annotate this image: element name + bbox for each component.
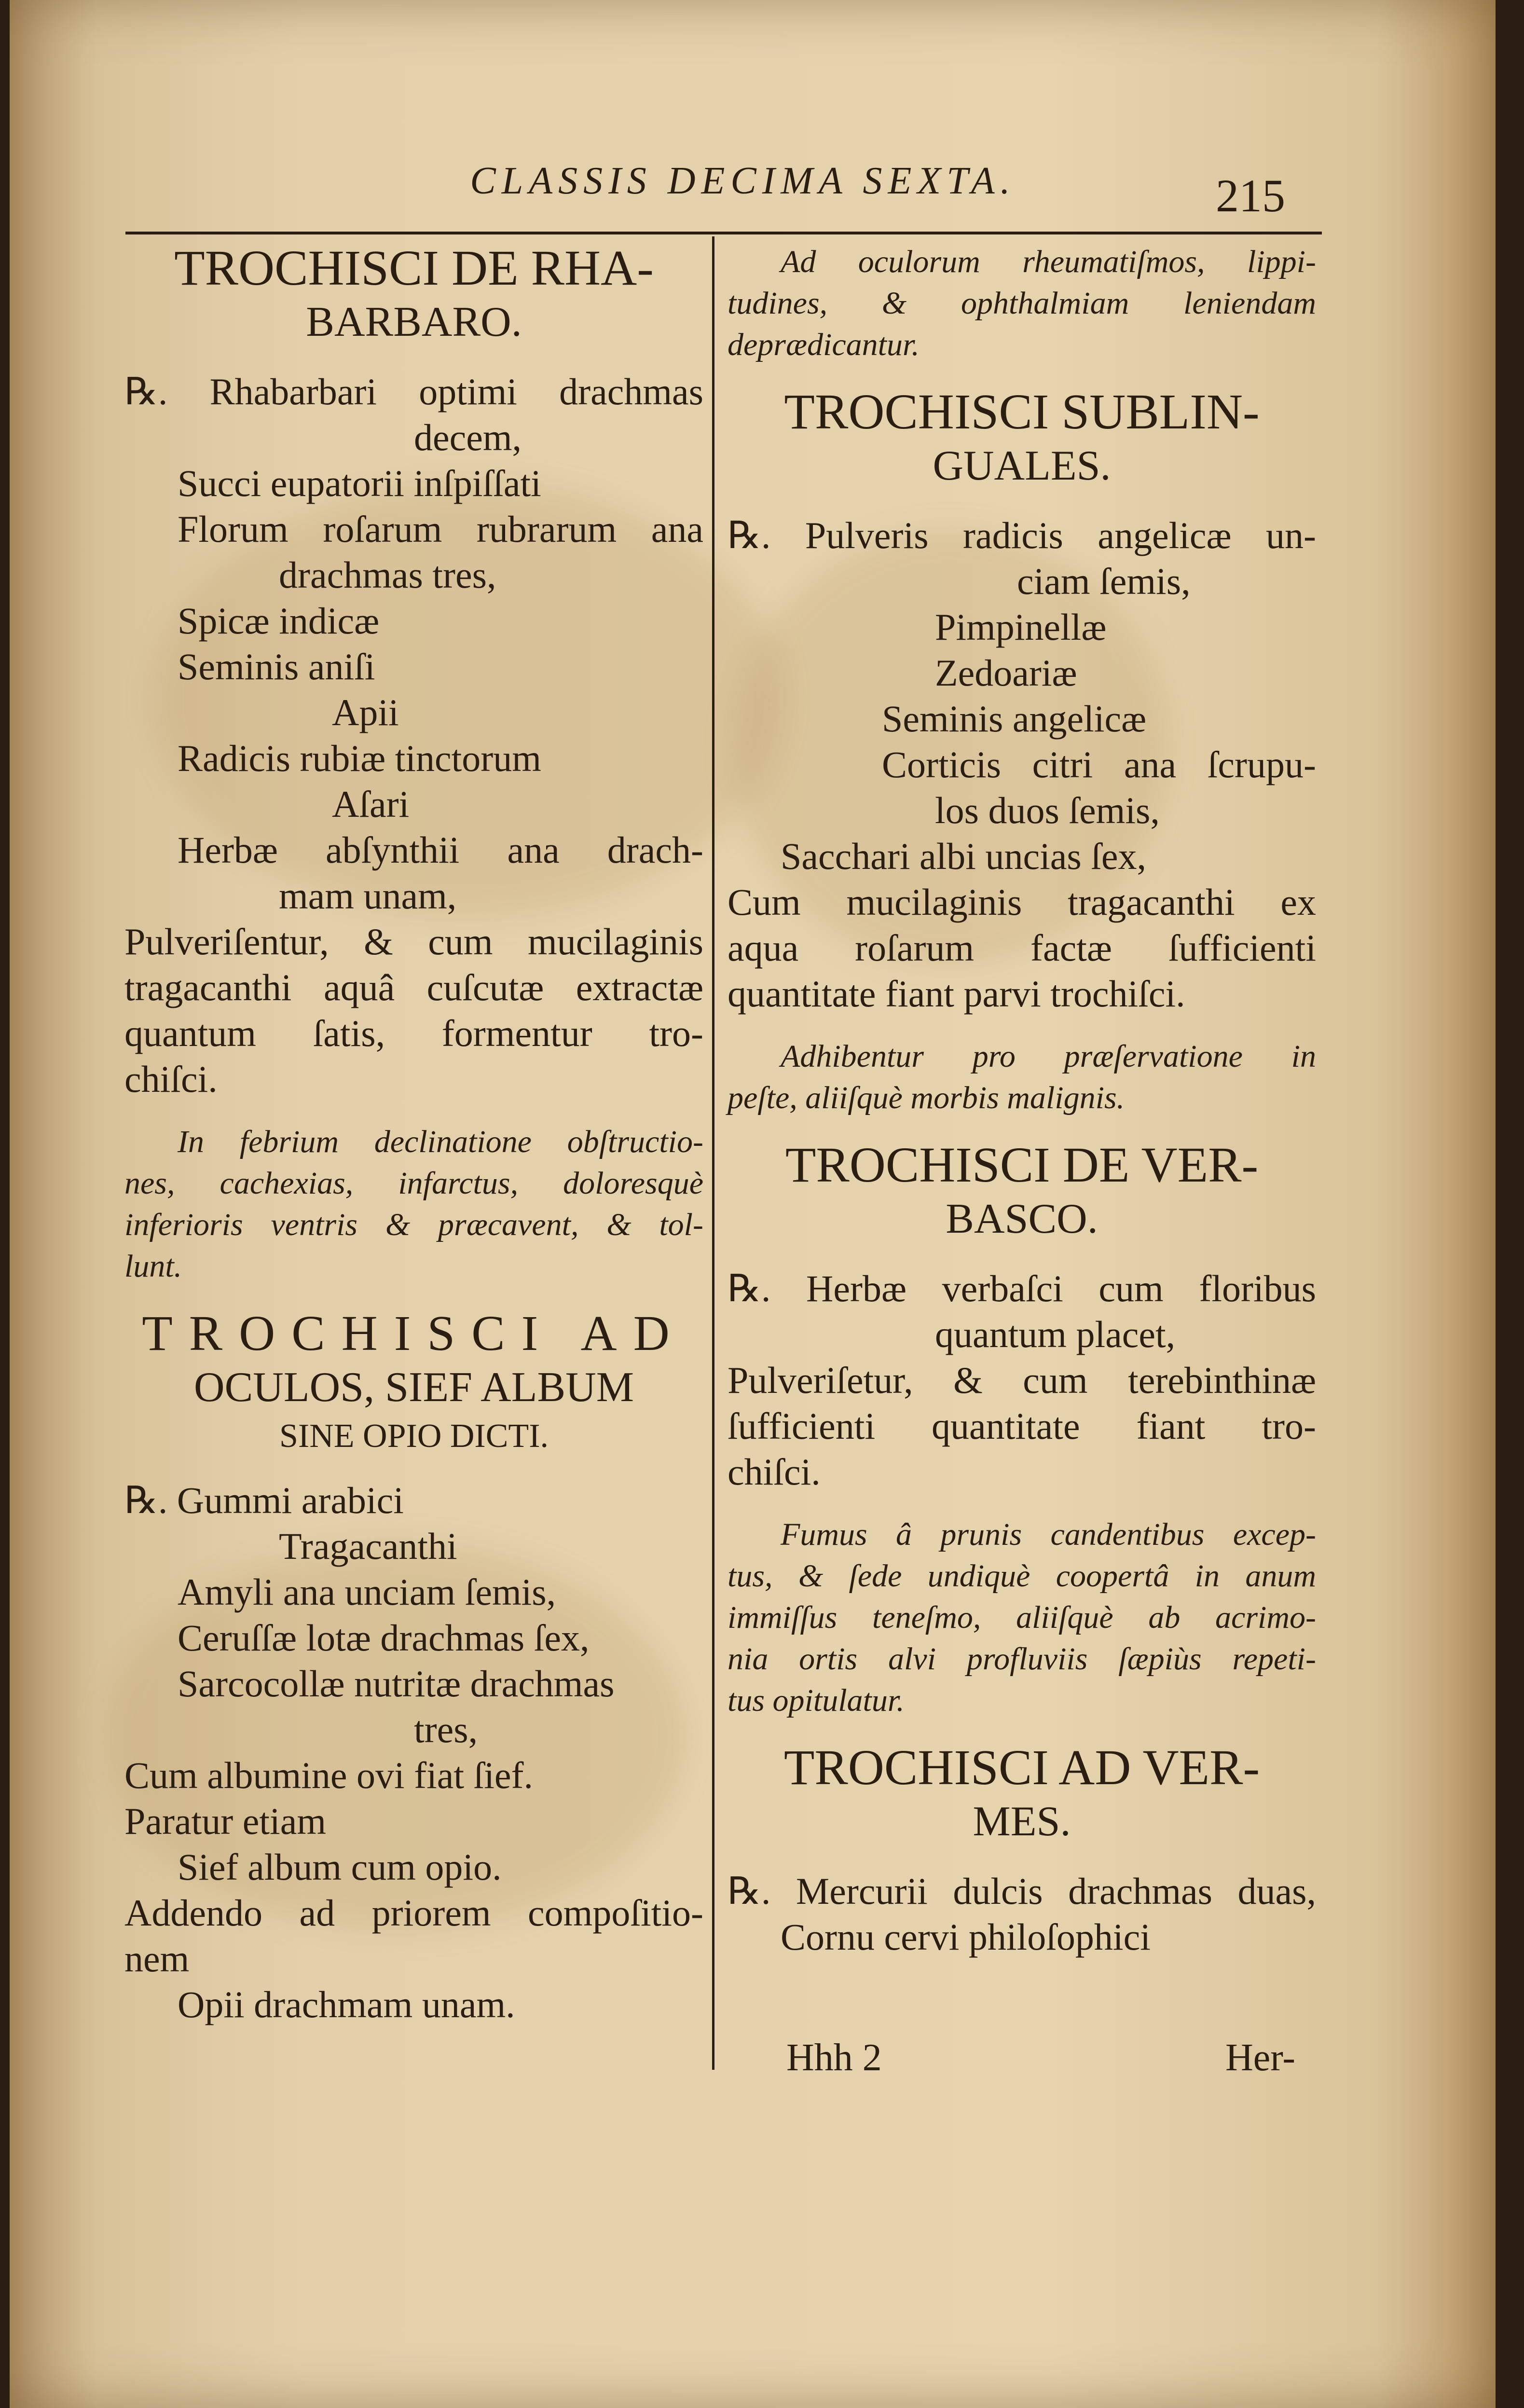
recipe-line: Sarcocollæ nutritæ drachmas <box>178 1663 615 1705</box>
recipe-line: tres, <box>414 1708 478 1750</box>
recipe-line: Seminis aniſi <box>178 646 375 688</box>
recipe-line: ℞. Herbæ verbaſci cum floribus <box>728 1267 1316 1309</box>
recipe-line: ciam ſemis, <box>1017 560 1191 602</box>
recipe-line: Aſari <box>332 783 410 825</box>
usage-note-line: nes, cachexias, infarctus, doloresquè <box>124 1166 703 1201</box>
running-header: CLASSIS DECIMA SEXTA. <box>470 160 1016 202</box>
recipe-line: ℞. Rhabarbari optimi drachmas <box>124 371 703 413</box>
right-column <box>728 241 1316 1960</box>
recipe-line: Seminis angelicæ <box>882 698 1147 740</box>
usage-note-line: tudines, & ophthalmiam leniendam <box>728 286 1316 321</box>
usage-note-line: nia ortis alvi profluviis ſæpiùs repeti- <box>728 1641 1316 1677</box>
usage-note-line: peſte, aliiſquè morbis malignis. <box>728 1080 1125 1115</box>
page-number: 215 <box>1216 170 1285 221</box>
section-heading: TROCHISCI AD OCULOS, SIEF ALBUM SINE OPIO DICTI. <box>142 1306 686 1455</box>
usage-note-line: Fumus â prunis candentibus excep- <box>781 1517 1316 1552</box>
header-rule <box>125 232 1322 234</box>
recipe-line: Zedoariæ <box>935 652 1077 694</box>
left-column <box>124 241 703 2027</box>
recipe-line: Florum roſarum rubrarum ana <box>178 508 703 550</box>
recipe-line: Apii <box>332 691 399 733</box>
recipe-line: ℞. Pulveris radicis angelicæ un- <box>728 514 1316 556</box>
recipe-line: chiſci. <box>124 1058 218 1100</box>
recipe-line: mam unam, <box>279 875 457 917</box>
usage-note-line: immiſſus teneſmo, aliiſquè ab acrimo- <box>728 1600 1316 1635</box>
usage-note-line: Ad oculorum rheumatiſmos, lippi- <box>781 244 1316 279</box>
recipe-line: Amyli ana unciam ſemis, <box>178 1571 556 1613</box>
recipe-line: aqua roſarum factæ ſufficienti <box>728 927 1316 969</box>
recipe-line: drachmas tres, <box>279 554 496 596</box>
usage-note-line: tus opitulatur. <box>728 1683 905 1718</box>
recipe-line: Cum albumine ovi fiat ſief. <box>124 1754 533 1796</box>
recipe-line: nem <box>124 1938 190 1980</box>
recipe-line: Pimpinellæ <box>935 606 1107 648</box>
recipe-line: chiſci. <box>728 1451 821 1493</box>
usage-note-line: tus, & ſede undiquè coopertâ in anum <box>728 1558 1316 1594</box>
recipe-line: ℞. Mercurii dulcis drachmas duas, <box>728 1870 1316 1912</box>
recipe-line: Tragacanthi <box>279 1525 457 1567</box>
recipe-line: Addendo ad priorem compoſitio- <box>124 1892 703 1934</box>
recipe-line: decem, <box>414 416 522 458</box>
recipe-line: Sacchari albi uncias ſex, <box>781 835 1147 877</box>
recipe-line: quantum ſatis, formentur tro- <box>124 1012 703 1054</box>
usage-note-line: lunt. <box>124 1249 182 1284</box>
usage-note-line: inferioris ventris & præcavent, & tol- <box>124 1207 703 1242</box>
section-heading: TROCHISCI DE VER- BASCO. <box>785 1137 1259 1242</box>
recipe-line: los duos ſemis, <box>935 789 1160 831</box>
section-heading: TROCHISCI AD VER- MES. <box>783 1740 1260 1845</box>
book-page <box>10 0 1496 2408</box>
signature-mark: Hhh 2 <box>786 2036 882 2079</box>
recipe-line: Pulveriſentur, & cum mucilaginis <box>124 921 703 963</box>
recipe-line: Herbæ abſynthii ana drach- <box>178 829 703 871</box>
recipe-line: quantitate fiant parvi trochiſci. <box>728 973 1185 1015</box>
recipe-line: Cum mucilaginis tragacanthi ex <box>728 881 1316 923</box>
recipe-line: Cornu cervi philoſophici <box>781 1916 1151 1958</box>
recipe-line: ℞. Gummi arabici <box>124 1479 404 1521</box>
usage-note-line: deprædicantur. <box>728 327 920 362</box>
section-heading: TROCHISCI SUBLIN- GUALES. <box>784 384 1260 489</box>
recipe-line: Paratur etiam <box>124 1800 326 1842</box>
recipe-line: Spicæ indicæ <box>178 600 380 642</box>
recipe-line: Opii drachmam unam. <box>178 1983 515 2025</box>
catchword: Her- <box>1225 2036 1295 2079</box>
recipe-line: Ceruſſæ lotæ drachmas ſex, <box>178 1617 590 1659</box>
usage-note-line: In febrium declinatione obſtructio- <box>178 1124 703 1159</box>
column-divider <box>712 236 714 2070</box>
usage-note-line: Adhibentur pro præſervatione in <box>781 1039 1316 1074</box>
recipe-line: Sief album cum opio. <box>178 1846 502 1888</box>
recipe-line: quantum placet, <box>935 1313 1176 1355</box>
recipe-line: Radicis rubiæ tinctorum <box>178 737 541 779</box>
recipe-line: ſufficienti quantitate fiant tro- <box>728 1405 1316 1447</box>
recipe-line: Succi eupatorii inſpiſſati <box>178 462 541 504</box>
section-heading: TROCHISCI DE RHA- BARBARO. <box>174 240 654 345</box>
recipe-line: Corticis citri ana ſcrupu- <box>882 743 1316 785</box>
recipe-line: Pulveriſetur, & cum terebinthinæ <box>728 1359 1316 1401</box>
recipe-line: tragacanthi aquâ cuſcutæ extractæ <box>124 966 703 1008</box>
